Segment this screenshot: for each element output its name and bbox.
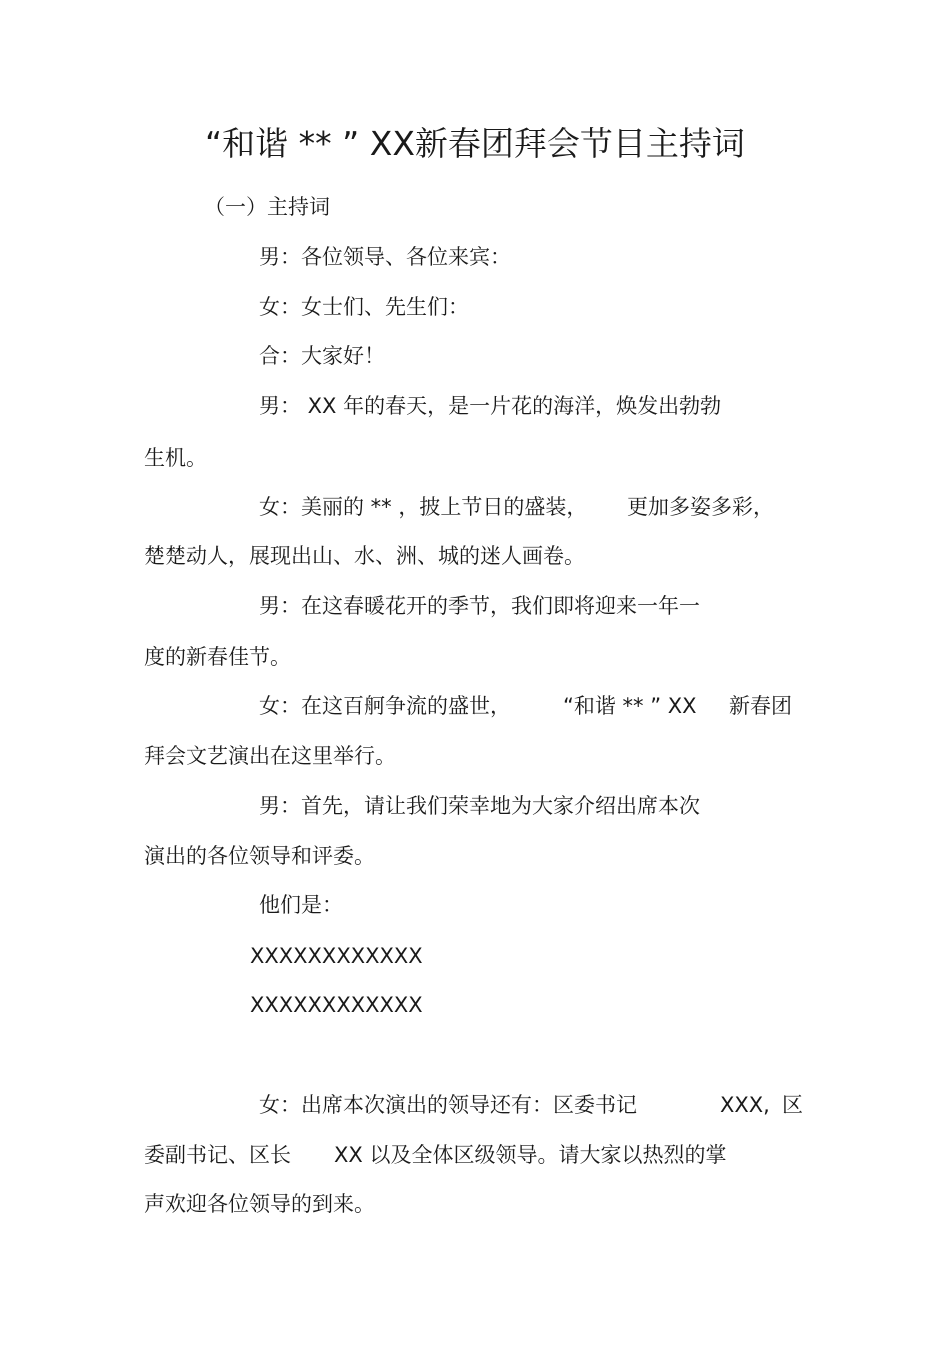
document-title: “和谐 ** ” XX新春团拜会节目主持词 — [205, 124, 745, 163]
paragraph-line: 男： XX 年的春天，是一片花的海洋，焕发出勃勃 — [259, 394, 722, 418]
paragraph-fragment: XXX, — [720, 1093, 770, 1117]
paragraph-line: 他们是： — [259, 893, 343, 917]
paragraph-line: 拜会文艺演出在这里举行。 — [144, 744, 396, 768]
paragraph-fragment: 新春团 — [729, 694, 792, 718]
paragraph-fragment: 区 — [782, 1093, 803, 1117]
paragraph-fragment: XX 以及全体区级领导。请大家以热烈的掌 — [334, 1143, 727, 1167]
paragraph-fragment: 更加多姿多彩， — [627, 495, 774, 519]
paragraph-line: 楚楚动人，展现出山、水、洲、城的迷人画卷。 — [144, 544, 585, 568]
paragraph-fragment: “和谐 ** ” XX — [563, 694, 697, 718]
section-heading: （一）主持词 — [204, 195, 330, 219]
paragraph-line: 女：美丽的 ** ，披上节日的盛装， — [259, 495, 588, 519]
paragraph-line: 声欢迎各位领导的到来。 — [144, 1192, 375, 1216]
paragraph-line: 女：女士们、先生们： — [259, 295, 469, 319]
name-placeholder: XXXXXXXXXXXX — [250, 993, 423, 1017]
paragraph-line: 度的新春佳节。 — [144, 645, 291, 669]
paragraph-line: 合：大家好！ — [259, 344, 385, 368]
paragraph-line: 男：在这春暖花开的季节，我们即将迎来一年一 — [259, 594, 700, 618]
paragraph-line: 委副书记、区长 — [144, 1143, 291, 1167]
paragraph-line: 演出的各位领导和评委。 — [144, 844, 375, 868]
paragraph-line: 生机。 — [144, 446, 207, 470]
name-placeholder: XXXXXXXXXXXX — [250, 944, 423, 968]
paragraph-line: 女：出席本次演出的领导还有：区委书记 — [259, 1093, 637, 1117]
paragraph-line: 男：首先，请让我们荣幸地为大家介绍出席本次 — [259, 794, 700, 818]
paragraph-line: 女：在这百舸争流的盛世， — [259, 694, 511, 718]
paragraph-line: 男：各位领导、各位来宾： — [259, 245, 511, 269]
